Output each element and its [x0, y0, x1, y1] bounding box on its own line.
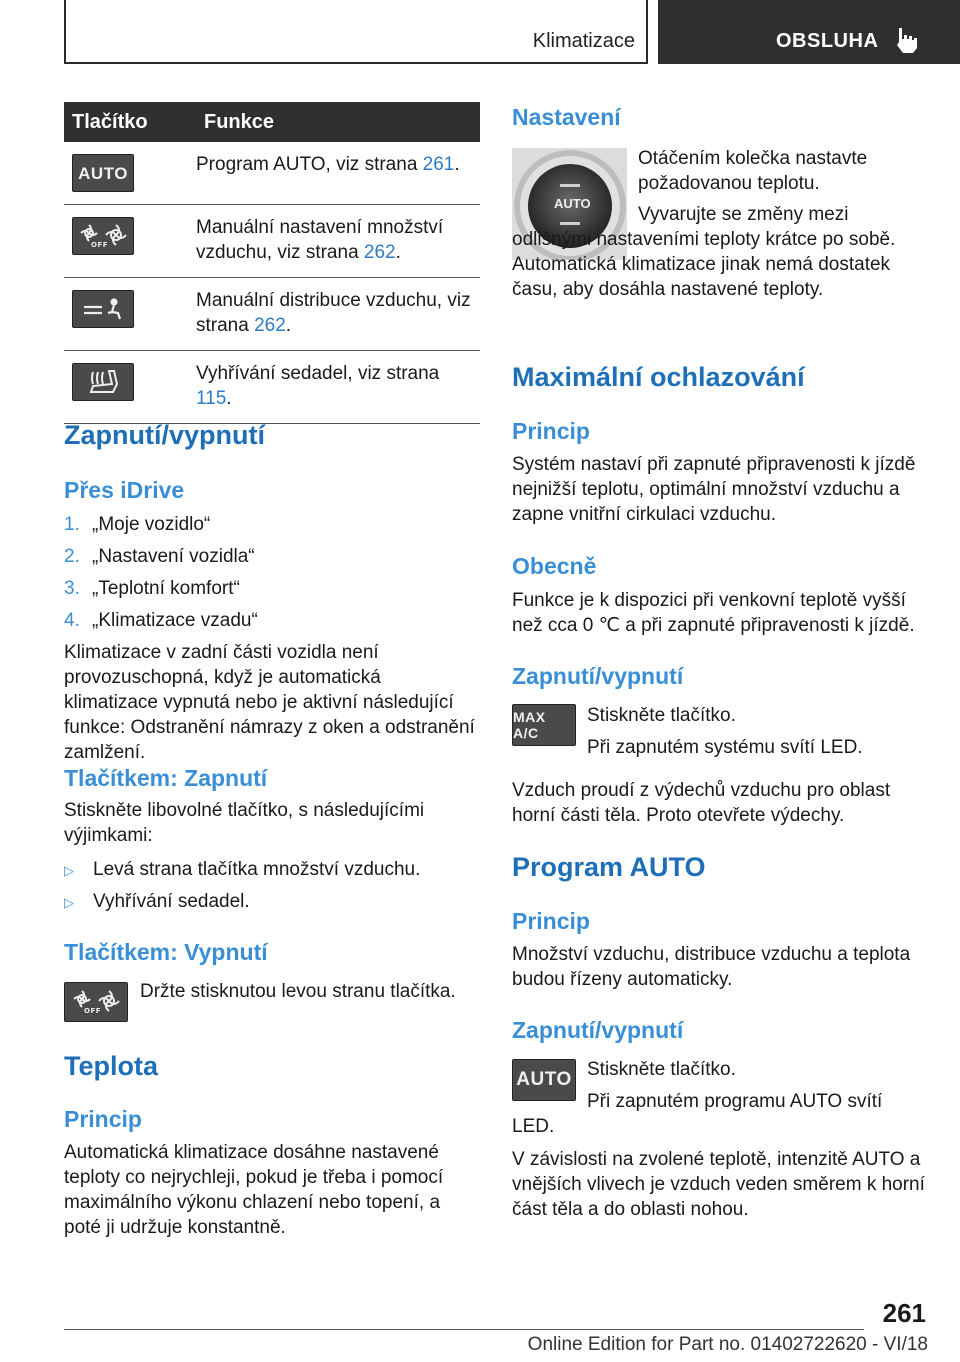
heading-idrive: Přes iDrive	[64, 477, 185, 503]
hand-pointer-icon	[893, 26, 919, 59]
air-volume-button-icon	[64, 982, 128, 1022]
row-text: Vyhřívání sedadel, viz strana	[196, 363, 440, 384]
heading-on-off: Zapnutí/vypnutí	[512, 663, 684, 689]
list-item: 2. „Nastavení vozidla“	[64, 546, 255, 567]
heading-on-off: Zapnutí/vypnutí	[512, 1017, 684, 1043]
svg-text:OFF: OFF	[84, 1007, 102, 1015]
page-link[interactable]: 115	[196, 388, 227, 409]
list-item: ▷ Vyhřívání sedadel.	[64, 889, 250, 915]
photo-auto-label: AUTO	[554, 196, 591, 211]
heading-auto-program: Program AUTO	[512, 852, 706, 882]
paragraph-button-on: Stiskněte libovolné tlačítko, s následujícími výjimkami:	[64, 800, 425, 846]
auto-button-icon: AUTO	[72, 154, 134, 192]
page-link[interactable]: 262	[254, 315, 286, 336]
max-ac-button-icon: MAX A/C	[512, 704, 576, 746]
air-distribution-button-icon	[72, 290, 134, 328]
list-item: 4. „Klimatizace vzadu“	[64, 610, 258, 631]
edition-text: Online Edition for Part no. 01402722620 - VI/18	[527, 1334, 928, 1355]
list-item: ▷ Levá strana tlačítka množství vzduchu.	[64, 857, 420, 883]
heading-principle: Princip	[64, 1106, 142, 1132]
bullet-triangle-icon: ▷	[64, 863, 74, 878]
page-number: 261	[882, 1298, 926, 1328]
heading-button-off: Tlačítkem: Vypnutí	[64, 939, 268, 965]
page-link[interactable]: 261	[422, 154, 455, 175]
paragraph-general: Funkce je k dispozici při venkovní teplotě vyšší než cca 0 ℃ a při zapnuté připravenosti k jízdě.	[512, 590, 915, 636]
col-header-button: Tlačítko	[64, 102, 196, 142]
heading-on-off: Zapnutí/vypnutí	[64, 420, 265, 450]
paragraph-air: Vzduch proudí z výdechů vzduchu pro oblast horní části těla. Proto otevřete výdechy.	[512, 780, 891, 826]
seat-heating-button-icon	[72, 363, 134, 401]
heading-principle: Princip	[512, 418, 590, 444]
svg-text:OFF: OFF	[91, 241, 109, 249]
page-link[interactable]: 262	[363, 242, 396, 263]
auto-button-icon: AUTO	[512, 1059, 576, 1101]
row-text: Program AUTO, viz strana	[196, 154, 423, 175]
list-item: 1. „Moje vozidlo“	[64, 514, 211, 535]
table-row: Manuální distribuce vzduchu, viz strana 262.	[64, 278, 480, 351]
row-text: Manuální distribuce vzduchu, viz strana	[196, 290, 471, 336]
col-header-function: Funkce	[196, 102, 480, 142]
paragraph-setting-2: Vyvarujte se změny mezi odlišnými nastaveními teploty krátce po sobě. Automatická klimatizace jinak nemá dostatek času, aby dosáhla nastavené teploty.	[512, 204, 896, 300]
paragraph-press: Stiskněte tlačítko.	[587, 1059, 736, 1080]
paragraph-auto: Množství vzduchu, distribuce vzduchu a teplota budou řízeny automaticky.	[512, 944, 911, 990]
heading-general: Obecně	[512, 553, 597, 579]
paragraph-auto-led: Při zapnutém programu AUTO svítí LED.	[512, 1091, 883, 1137]
paragraph-idrive: Klimatizace v zadní části vozidla není provozuschopná, když je automatická klimatizace vypnutá nebo je aktivní následující funkce: Odstranění námrazy z oken a odstranění zamlžení.	[64, 642, 475, 763]
table-row: AUTO Program AUTO, viz strana 261.	[64, 142, 480, 205]
heading-principle: Princip	[512, 908, 590, 934]
heading-button-on: Tlačítkem: Zapnutí	[64, 765, 268, 791]
heading-setting: Nastavení	[512, 104, 621, 130]
paragraph-press: Stiskněte tlačítko.	[587, 705, 736, 726]
row-text: Manuální nastavení množství vzduchu, viz strana	[196, 217, 444, 263]
bullet-triangle-icon: ▷	[64, 895, 74, 910]
button-function-table	[64, 102, 480, 424]
footer-divider	[64, 1329, 864, 1330]
paragraph-setting-1: Otáčením kolečka nastavte požadovanou teplotu.	[638, 148, 868, 194]
paragraph-button-off: Držte stisknutou levou stranu tlačítka.	[140, 981, 456, 1002]
heading-temperature: Teplota	[64, 1051, 158, 1081]
air-volume-button-icon	[72, 217, 134, 255]
list-item: 3. „Teplotní komfort“	[64, 578, 240, 599]
paragraph-max-cooling: Systém nastaví při zapnuté připravenosti k jízdě nejnižší teplotu, optimální množství vzduchu a zapne vnitřní cirkulaci vzduchu.	[512, 454, 916, 525]
table-row: OFF Manuální nastavení množství vzduchu, viz strana 262.	[64, 205, 480, 278]
paragraph-temperature: Automatická klimatizace dosáhne nastavené teploty co nejrychleji, pokud je třeba i pomocí maximálního výkonu chlazení nebo topení, a poté ji udržuje konstantně.	[64, 1142, 444, 1238]
table-row: Vyhřívání sedadel, viz strana 115.	[64, 351, 480, 424]
section-title: Klimatizace	[532, 30, 635, 52]
chapter-title: OBSLUHA	[776, 30, 879, 52]
chapter-tab	[658, 0, 960, 64]
heading-max-cooling: Maximální ochlazování	[512, 362, 805, 392]
paragraph-max-led: Při zapnutém systému svítí LED.	[587, 737, 863, 758]
paragraph-auto-end: V závislosti na zvolené teplotě, intenzitě AUTO a vnějších vlivech je vzduch veden směrem k horní část těla a do oblasti nohou.	[512, 1149, 925, 1220]
